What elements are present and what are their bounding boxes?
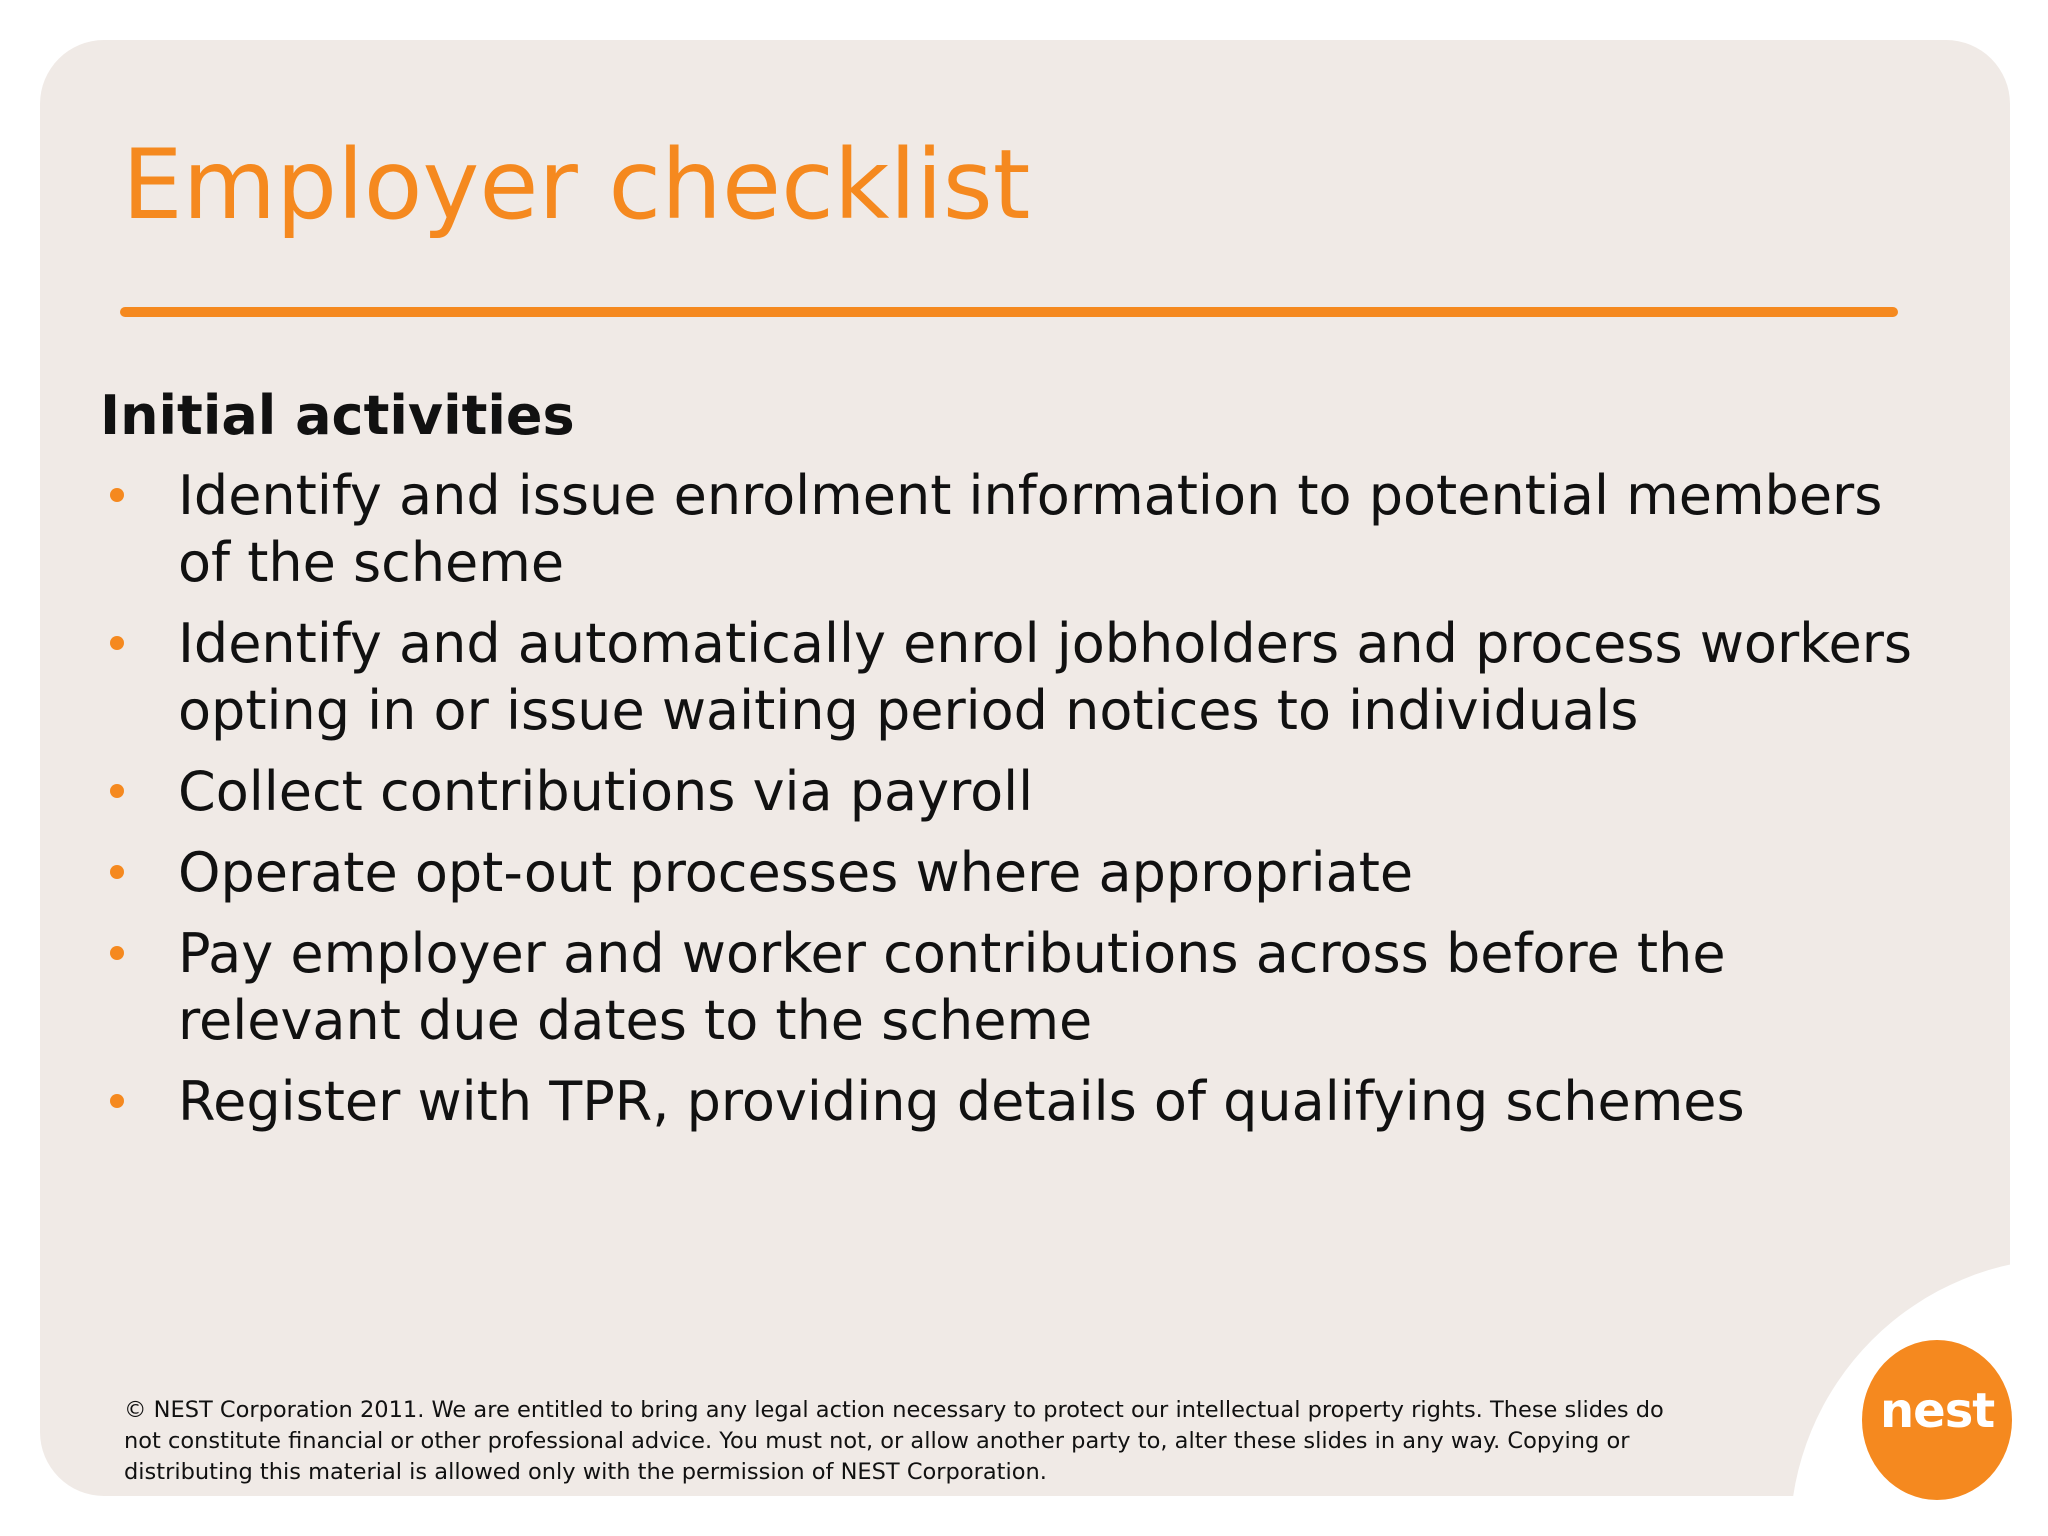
checklist-item [100, 839, 1930, 906]
checklist-item-text: Register with TPR, providing details of qualifying schemes [178, 1070, 1745, 1133]
bullet-icon [110, 784, 124, 798]
title-divider [120, 307, 1898, 317]
checklist-item-text: Collect contributions via payroll [178, 760, 1034, 823]
logo-text: nest [1880, 1383, 1995, 1439]
nest-logo [1862, 1340, 2012, 1500]
checklist-item-text: Identify and automatically enrol jobholders and process workers opting in or issue waiting period notices to individuals [178, 612, 1913, 742]
checklist-item-text: Identify and issue enrolment information to potential members of the scheme [178, 464, 1883, 594]
checklist-item-text: Operate opt-out processes where appropriate [178, 841, 1414, 904]
bullet-icon [110, 946, 124, 960]
copyright-notice: © NEST Corporation 2011. We are entitled to bring any legal action necessary to protect our intellectual property rights. These slides do not constitute financial or other professional advice. You must not, or allow another party to, alter these slides in any way. Copying or distributing this material is allowed only with the permission of NEST Corporation. [124, 1397, 1664, 1485]
bullet-icon [110, 1094, 124, 1108]
checklist-item [100, 462, 1930, 596]
checklist-item [100, 610, 1930, 744]
checklist-item-text: Pay employer and worker contributions across before the relevant due dates to the scheme [178, 922, 1726, 1052]
bullet-icon [110, 488, 124, 502]
checklist-item [100, 1068, 1930, 1135]
checklist [100, 462, 1930, 1149]
bullet-icon [110, 865, 124, 879]
section-heading: Initial activities [100, 384, 575, 447]
slide-title: Employer checklist [122, 129, 1031, 241]
checklist-item [100, 758, 1930, 825]
bullet-icon [110, 636, 124, 650]
checklist-item [100, 920, 1930, 1054]
